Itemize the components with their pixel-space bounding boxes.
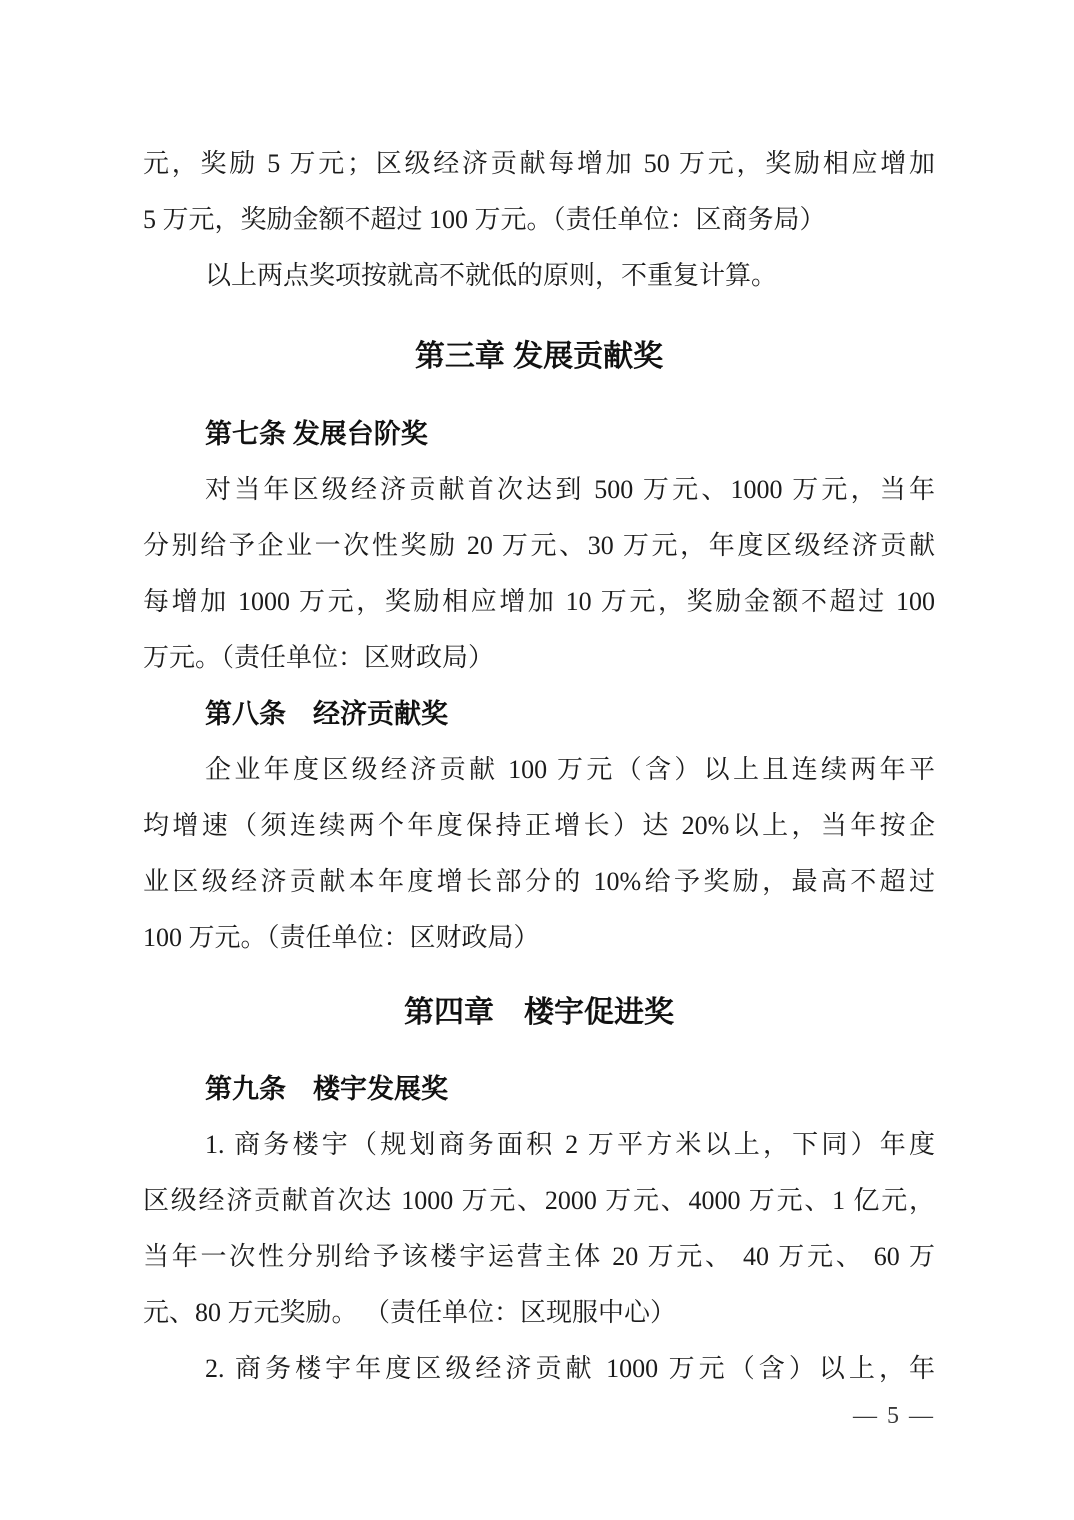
- article-9-line-5: 2. 商务楼宇年度区级经济贡献 1000 万元（含）以上，年: [205, 1354, 935, 1383]
- article-8-line-2: 均增速（须连续两个年度保持正增长）达 20%以上，当年按企: [143, 811, 935, 840]
- paragraph-note-line-1: 以上两点奖项按就高不就低的原则，不重复计算。: [205, 261, 778, 290]
- paragraph-carryover-line-2: 5 万元，奖励金额不超过 100 万元。（责任单位：区商务局）: [143, 205, 826, 234]
- article-9-line-2: 区级经济贡献首次达 1000 万元、2000 万元、4000 万元、1 亿元，: [143, 1186, 935, 1215]
- article-8-title: 第八条 经济贡献奖: [205, 699, 448, 729]
- article-9-title: 第九条 楼宇发展奖: [205, 1074, 448, 1104]
- chapter-3-heading: 第三章 发展贡献奖: [414, 340, 664, 373]
- page-number: — 5 —: [853, 1403, 935, 1429]
- article-9-line-1: 1. 商务楼宇（规划商务面积 2 万平方米以上，下同）年度: [205, 1130, 935, 1159]
- article-8-line-4: 100 万元。（责任单位：区财政局）: [143, 923, 540, 952]
- article-7-line-1: 对当年区级经济贡献首次达到 500 万元、1000 万元，当年: [205, 475, 935, 504]
- article-7-line-4: 万元。（责任单位：区财政局）: [143, 643, 495, 672]
- article-7-line-3: 每增加 1000 万元，奖励相应增加 10 万元，奖励金额不超过 100: [143, 587, 935, 616]
- paragraph-carryover-line-1: 元，奖励 5 万元；区级经济贡献每增加 50 万元，奖励相应增加: [143, 149, 935, 178]
- article-8-line-1: 企业年度区级经济贡献 100 万元（含）以上且连续两年平: [205, 755, 935, 784]
- chapter-4-heading: 第四章 楼宇促进奖: [404, 996, 674, 1029]
- document-body: [143, 136, 935, 1431]
- article-8-line-3: 业区级经济贡献本年度增长部分的 10%给予奖励，最高不超过: [143, 867, 935, 896]
- article-9-line-3: 当年一次性分别给予该楼宇运营主体 20 万元、 40 万元、 60 万: [143, 1242, 935, 1271]
- article-9-line-4: 元、80 万元奖励。 （责任单位：区现服中心）: [143, 1298, 677, 1327]
- article-7-title: 第七条 发展台阶奖: [205, 419, 428, 449]
- article-7-line-2: 分别给予企业一次性奖励 20 万元、30 万元，年度区级经济贡献: [143, 531, 935, 560]
